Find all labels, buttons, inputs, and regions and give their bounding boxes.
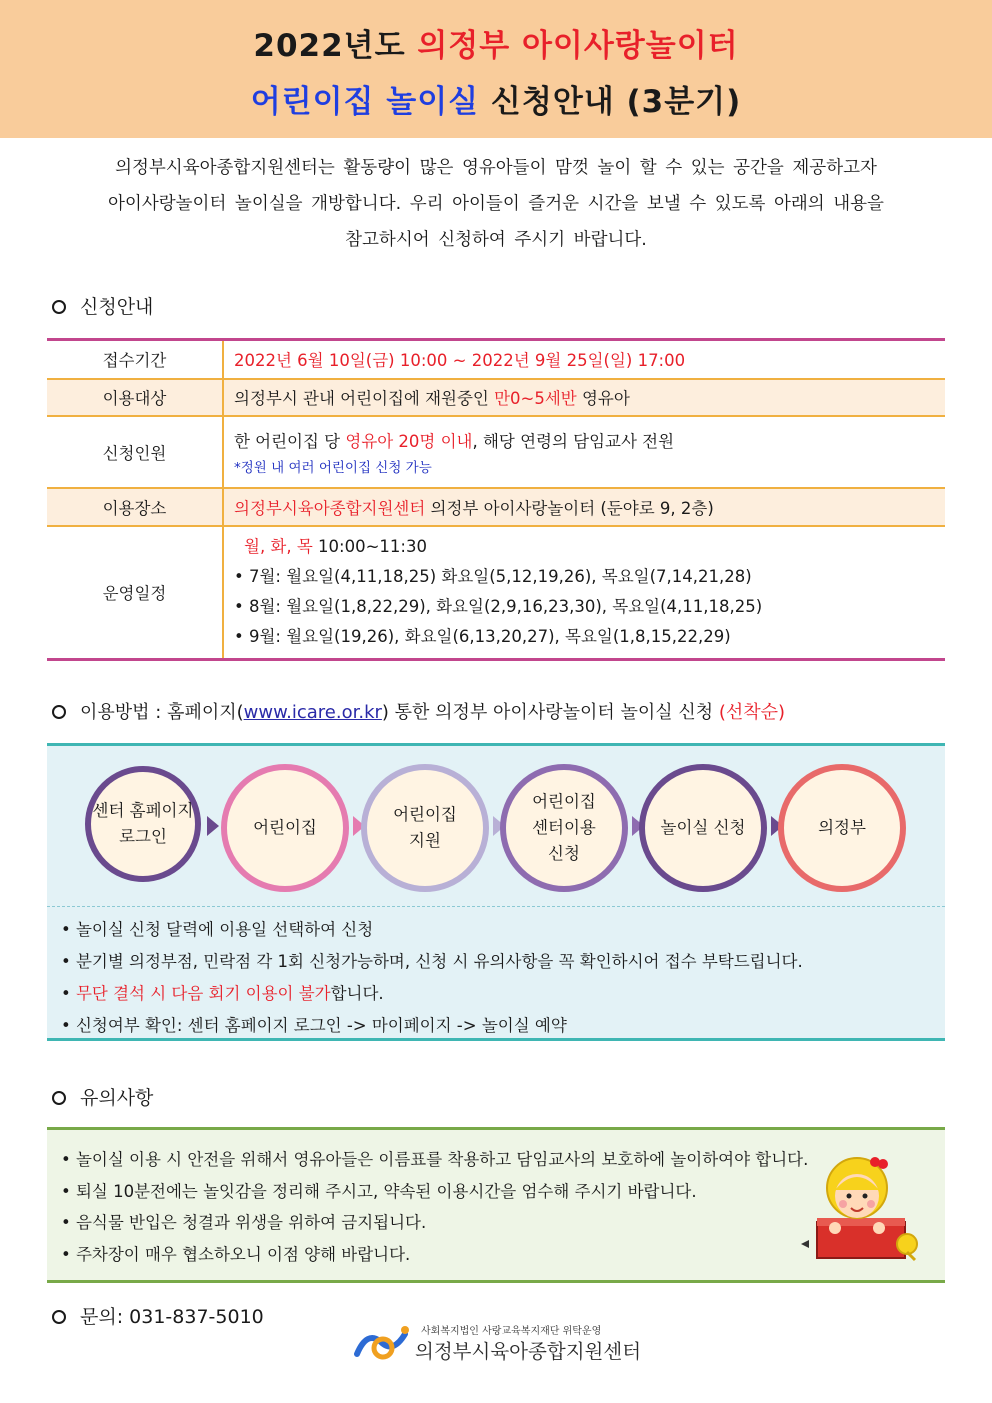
caution-box	[47, 1127, 945, 1283]
title-line-1: 2022년도 의정부 아이사랑놀이터	[253, 28, 739, 64]
caution-list: • 놀이실 이용 시 안전을 위해서 영유아들은 이름표를 착용하고 담임교사의 보호하에 놀이하여야 합니다. • 퇴실 10분전에는 놀잇감을 정리해 주시고, 약속된 이용시간을 엄수해 주시기 바랍니다. • 음식물 반입은 청결과 위생을 위하여 금지됩니다. • 주차장이 매우 협소하오니 이점 양해 바랍니다.	[61, 1150, 809, 1264]
info-table	[47, 338, 945, 661]
circle-bullet-icon	[52, 705, 66, 719]
step-support: 어린이집 지원	[361, 764, 489, 892]
circle-bullet-icon	[52, 1091, 66, 1105]
circle-bullet-icon	[52, 1310, 66, 1324]
title-line-2: 어린이집 놀이실 신청안내 (3분기)	[250, 84, 742, 120]
step-playroom: 놀이실 신청	[639, 764, 767, 892]
flow-box	[47, 743, 945, 1041]
step-login: 센터 홈페이지 로그인	[85, 766, 201, 882]
row-period: 접수기간 2022년 6월 10일(금) 10:00 ~ 2022년 9월 25일(일) 17:00	[47, 340, 945, 379]
row-target: 이용대상 의정부시 관내 어린이집에 재원중인 만0~5세반 영유아	[47, 379, 945, 416]
step-daycare: 어린이집	[221, 764, 349, 892]
intro-paragraph: 의정부시육아종합지원센터는 활동량이 많은 영유아들이 맘껏 놀이 할 수 있는 공간을 제공하고자 아이사랑놀이터 놀이실을 개방합니다. 우리 아이들이 즐거운 시간을 보낼 수 있도록 아래의 내용을 참고하시어 신청하여 주시기 바랍니다.	[108, 158, 884, 250]
header-banner	[0, 0, 992, 138]
step-center-apply: 어린이집 센터이용 신청	[500, 764, 628, 892]
contact-line: 문의: 031-837-5010	[52, 1302, 264, 1329]
arrow-icon	[207, 816, 219, 836]
step-uijeongbu: 의정부	[778, 764, 906, 892]
flow-notes: • 놀이실 신청 달력에 이용일 선택하여 신청 • 분기별 의정부점, 민락점 각 1회 신청가능하며, 신청 시 유의사항을 꼭 확인하시어 접수 부탁드립니다. • 무단 결석 시 다음 회기 이용이 불가합니다. • 신청여부 확인: 센터 홈페이지 로그인 -> 마이페이지 -> 놀이실 예약	[61, 920, 803, 1035]
people-note: *정원 내 여러 어린이집 신청 가능	[234, 459, 432, 476]
row-schedule: 운영일정 월, 화, 목 10:00~11:30 • 7월: 월요일(4,11,18,25) 화요일(5,12,19,26), 목요일(7,14,21,28) • 8월: 월요일(1,8,22,29), 화요일(2,9,16,23,30), 목요일(4,11,18,25) • 9월: 월요일(19,26), 화요일(6,13,20,27), 목요일(1,8,15,22,29)	[47, 526, 945, 660]
section-title-caution: 유의사항	[52, 1083, 153, 1110]
child-mascot-icon	[795, 1156, 925, 1268]
method-line: 이용방법 : 홈페이지(www.icare.or.kr) 통한 의정부 아이사랑놀이터 놀이실 신청 (선착순)	[52, 698, 785, 724]
row-place: 이용장소 의정부시육아종합지원센터 의정부 아이사랑놀이터 (둔야로 9, 2층)	[47, 488, 945, 526]
center-logo: 사회복지법인 사랑교육복지재단 위탁운영 의정부시육아종합지원센터	[353, 1318, 663, 1368]
row-people: 신청인원 한 어린이집 당 영유아 20명 이내, 해당 연령의 담임교사 전원 *정원 내 여러 어린이집 신청 가능	[47, 416, 945, 488]
circle-bullet-icon	[52, 300, 66, 314]
divider	[47, 906, 945, 907]
center-logo-icon	[353, 1324, 413, 1362]
homepage-link[interactable]: www.icare.or.kr	[243, 702, 382, 723]
section-title-apply: 신청안내	[52, 292, 153, 319]
